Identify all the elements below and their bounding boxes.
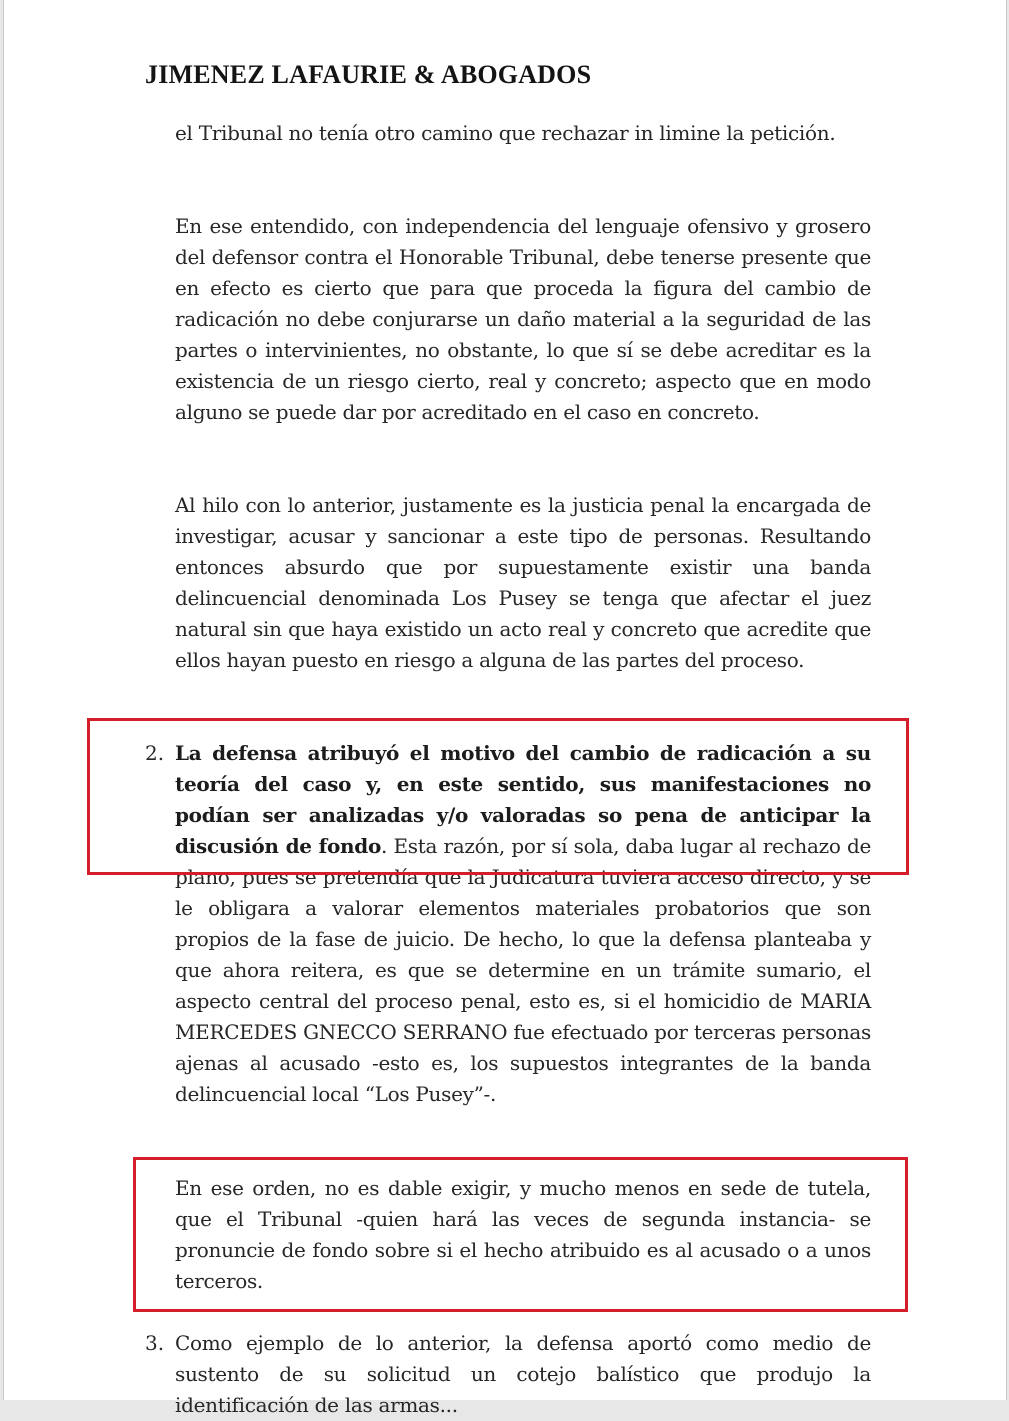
paragraph-risk-requirement: En ese entendido, con independencia del lenguaje ofensivo y grosero del defensor contra el Honorable Tribunal, debe tenerse presente que en efecto es cierto que para que proceda la figura del cambio de radicación no debe conjurarse un daño material a la seguridad de las partes o intervinientes, no obstante, lo que sí se debe acreditar es la existencia de un riesgo cierto, real y concreto; aspecto que en modo alguno se puede dar por acreditado en el caso en concreto.: [175, 214, 871, 424]
red-highlight-box-en-ese-orden: [133, 1157, 908, 1312]
paragraph-los-pusey: Al hilo con lo anterior, justamente es la justicia penal la encargada de investigar, acusar y sancionar a este tipo de personas. Resultando entonces absurdo que por supuestamente existir una banda delincuencial denominada Los Pusey se tenga que afectar el juez natural sin que haya existido un acto real y concreto que acredite que ellos hayan puesto en riesgo a alguna de las partes del proceso.: [175, 493, 871, 672]
list-number-2: 2.: [145, 741, 165, 765]
point-2-bold-statement: La defensa atribuyó el motivo del cambio de radicación a su teoría del caso y, en este sentido, sus manifestaciones no podían ser analizadas y/o valoradas so pena de anticipar la discusión de fondo: [175, 741, 871, 858]
document-page: [3, 0, 1007, 1417]
point-2-body: . Esta razón, por sí sola, daba lugar al rechazo de plano, pues se pretendía que la Judicatura tuviera acceso directo, y se le obligara a valorar elementos materiales probatorios que son propios de la fase de juicio. De hecho, lo que la defensa planteaba y que ahora reitera, es que se determine en un trámite sumario, el aspecto central del proceso penal, esto es, si el homicidio de MARIA MERCEDES GNECCO SERRANO fue efectuado por terceras personas ajenas al acusado -esto es, los supuestos integrantes de la banda delincuencial local “Los Pusey”-.: [175, 834, 872, 1106]
red-highlight-box-point-2: [87, 718, 909, 875]
list-number-3: 3.: [145, 1331, 165, 1355]
paragraph-en-ese-orden: En ese orden, no es dable exigir, y mucho menos en sede de tutela, que el Tribunal -quien hará las veces de segunda instancia- se pronuncie de fondo sobre si el hecho atribuido es al acusado o a unos terceros.: [175, 1176, 871, 1293]
paragraph-continuation: el Tribunal no tenía otro camino que rechazar in limine la petición.: [175, 121, 836, 145]
paragraph-point-3: Como ejemplo de lo anterior, la defensa aportó como medio de sustento de su solicitud un cotejo balístico que produjo la identificación de las armas...: [175, 1331, 871, 1417]
letterhead-title: JIMENEZ LAFAURIE & ABOGADOS: [145, 60, 592, 89]
